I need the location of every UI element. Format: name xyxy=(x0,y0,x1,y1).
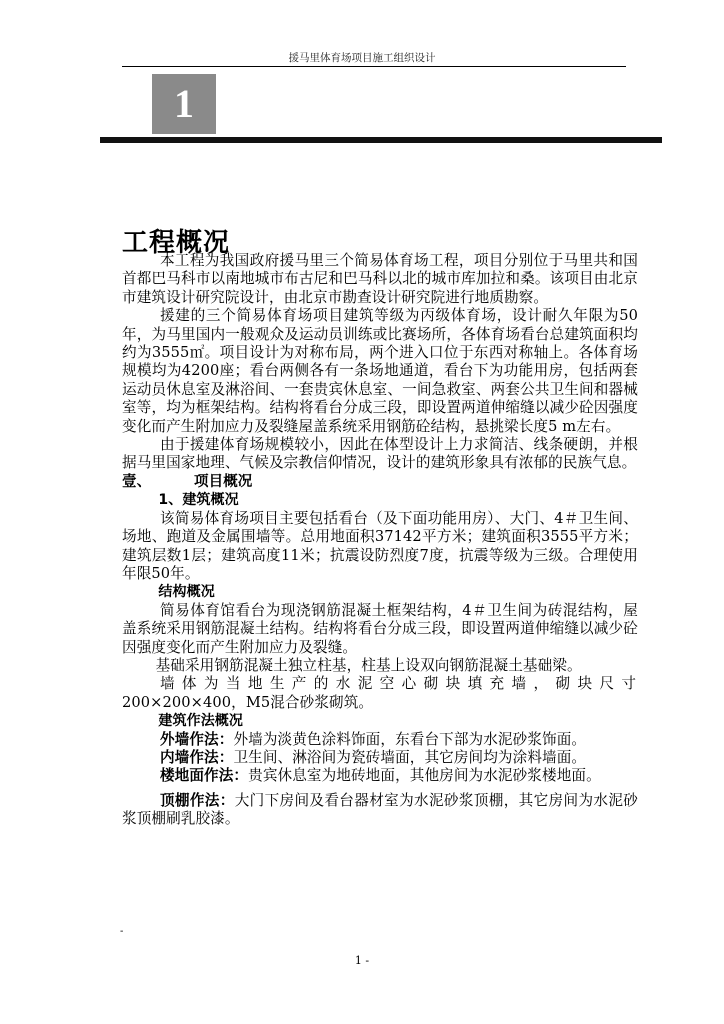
structure-paragraph-2: 基础采用钢筋混凝土独立柱基，柱基上设双向钢筋混凝土基础梁。 xyxy=(155,656,582,674)
architecture-paragraph: 该简易体育场项目主要包括看台（及下面功能用房）、大门、4＃卫生间、场地、跑道及金属围墙等。总用地面积37142平方米；建筑面积3555平方米；建筑层数1层；建筑高度11米；抗震设防烈度7度，抗震等级为三级。合理使用年限50年。 xyxy=(122,509,638,582)
part-number: 壹、 xyxy=(122,473,152,490)
structure-paragraph-1: 简易体育馆看台为现浇钢筋混凝土框架结构，4＃卫生间为砖混结构，屋盖系统采用钢筋混凝土结构。结构将看台分成三段，即设置两道伸缩缝以减少砼因强度变化而产生附加应力及裂缝。 xyxy=(122,601,638,656)
intro-paragraph-1: 本工程为我国政府援马里三个简易体育场工程，项目分别位于马里共和国首都巴马科市以南地城市布古尼和巴马科以北的城市库加拉和桑。该项目由北京市建筑设计研究院设计，由北京市勘查设计研究院进行地质勘察。 xyxy=(122,252,638,306)
chapter-number-badge: 1 xyxy=(152,74,216,134)
intro-paragraph-2: 援建的三个简易体育场项目建筑等级为丙级体育场，设计耐久年限为50年，为马里国内一般观众及运动员训练或比赛场所，各体育场看台总建筑面积均约为3555㎡。项目设计为对称布局，两个进入口位于东西对称轴上。各体育场规模均为4200座；看台两侧各有一条场地通道，看台下为功能用房，包括两套运动员休息室及淋浴间、一套贵宾休息室、一间急救室、两套公共卫生间和器械室等，均为框架结构。结构将看台分成三段，即设置两道伸缩缝以减少砼因强度变化而产生附加应力及裂缝屋盖系统采用钢筋砼结构，悬挑梁长度5 m左右。 xyxy=(122,307,638,435)
document-body xyxy=(122,252,638,829)
structure-paragraph-3-line-2: 200×200×400，M5混合砂浆砌筑。 xyxy=(122,693,374,711)
finish-text: 外墙为淡黄色涂料饰面，东看台下部为水泥砂浆饰面。 xyxy=(233,730,587,748)
intro-paragraph-3: 由于援建体育场规模较小，因此在体型设计上力求简洁、线条硬朗，并根据马里国家地理、气候及宗教信仰情况，设计的建筑形象具有浓郁的民族气息。 xyxy=(122,436,638,472)
subsection-heading-structure: 结构概况 xyxy=(158,584,215,601)
finish-label: 楼地面作法： xyxy=(159,767,249,785)
finish-label: 顶棚作法： xyxy=(159,791,235,809)
finish-text: 卫生间、淋浴间为瓷砖墙面，其它房间均为涂料墙面。 xyxy=(233,748,587,766)
finish-label: 外墙作法： xyxy=(159,730,234,748)
subsection-heading-architecture: 1、建筑概况 xyxy=(158,492,239,509)
finish-item-exterior-wall xyxy=(122,731,638,749)
finish-text: 贵宾休息室为地砖地面，其他房间为水泥砂浆楼地面。 xyxy=(248,767,601,785)
finish-text: 大门下房间及看台器材室为水泥砂浆顶棚，其它房间为水泥砂浆顶棚刷乳胶漆。 xyxy=(122,791,638,828)
structure-paragraph-3-line-1: 墙体为当地生产的水泥空心砌块填充墙，砌块尺寸 xyxy=(159,675,638,693)
subsection-heading-finishes: 建筑作法概况 xyxy=(158,713,243,730)
page-number: 1 - xyxy=(354,954,370,967)
stray-mark: - xyxy=(120,926,124,937)
header-divider xyxy=(122,66,626,67)
running-header: 援马里体育场项目施工组织设计 xyxy=(288,52,436,64)
finish-item-ceiling xyxy=(122,792,638,829)
finish-item-floor xyxy=(122,767,638,785)
finish-label: 内墙作法： xyxy=(159,748,234,766)
chapter-divider-bar xyxy=(100,137,662,143)
finish-item-interior-wall xyxy=(122,749,638,767)
part-title: 项目概况 xyxy=(194,473,253,490)
part-heading xyxy=(122,473,638,491)
section-title: 工程概况 xyxy=(122,228,231,258)
